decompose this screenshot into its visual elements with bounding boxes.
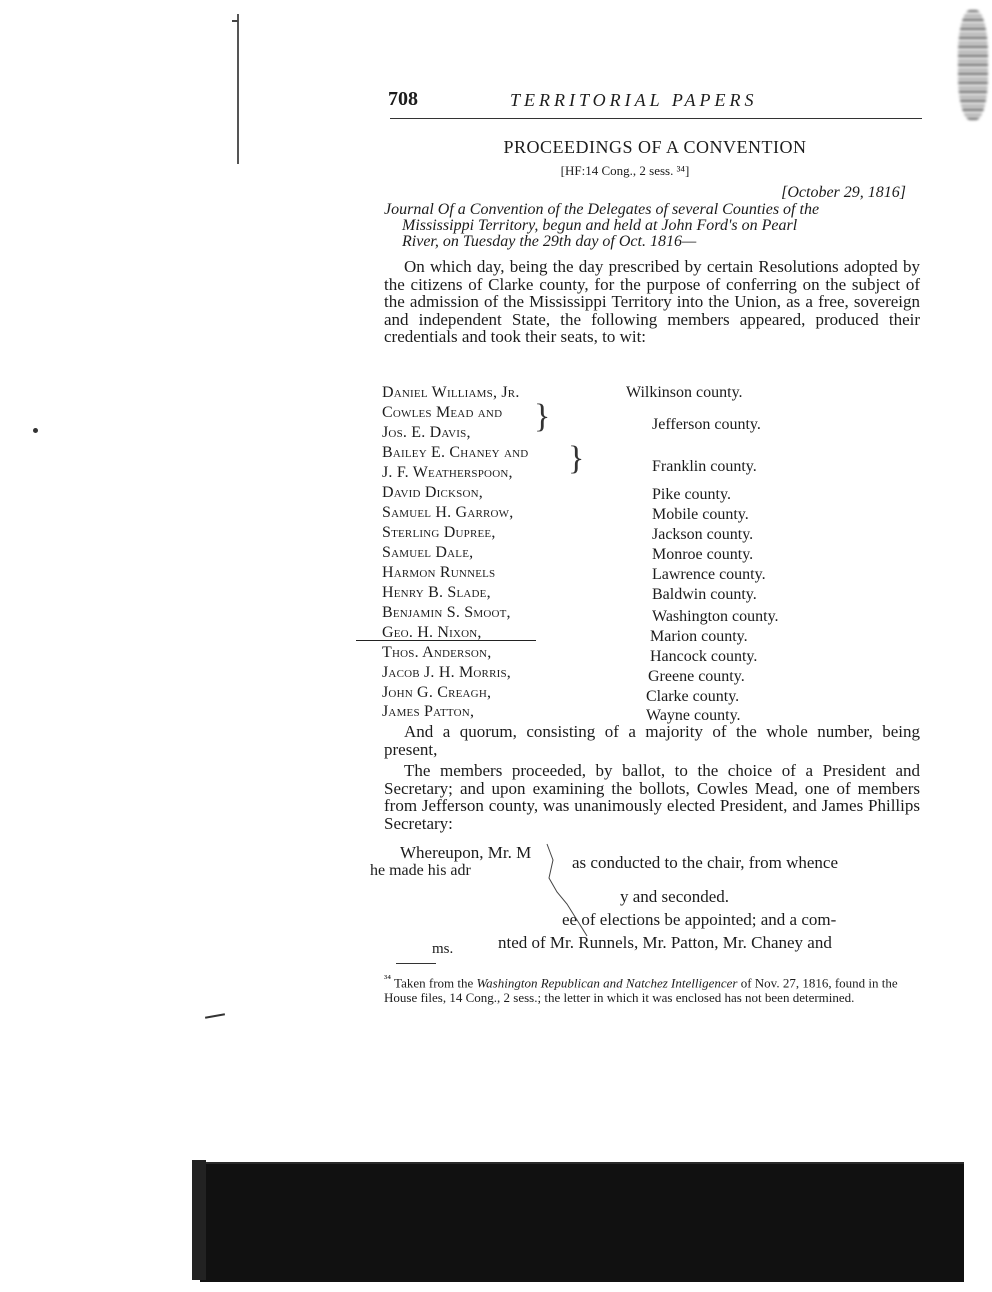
member-county: Clarke county. bbox=[646, 688, 740, 705]
quorum-paragraph: And a quorum, consisting of a majority of the whole number, being present, bbox=[384, 722, 920, 759]
text-fragment: y and seconded. bbox=[620, 887, 730, 906]
member-row bbox=[382, 384, 922, 404]
member-name: Cowles Mead and bbox=[382, 404, 503, 421]
member-row bbox=[382, 524, 922, 544]
document-date: [October 29, 1816] bbox=[781, 184, 906, 201]
member-name: Sterling Dupree, bbox=[382, 524, 496, 541]
member-name: Geo. H. Nixon, bbox=[382, 624, 482, 641]
member-row bbox=[382, 484, 922, 504]
margin-dot bbox=[33, 428, 38, 433]
handwritten-underline bbox=[356, 640, 536, 641]
source-reference: [HF:14 Cong., 2 sess. ³⁴] bbox=[560, 163, 690, 178]
ballot-paragraph: The members proceeded, by ballot, to the choice of a President and Secretary; and upon examining the bollots, Cowles Mead, one of members from Jefferson county, was unanimously elected President, and James Phillips Secretary: bbox=[384, 761, 920, 833]
journal-title-line-1: Journal Of a Convention of the Delegates of several Counties of the bbox=[384, 201, 820, 218]
member-county: Pike county. bbox=[652, 486, 731, 503]
member-row bbox=[382, 564, 922, 584]
header-rule bbox=[390, 118, 922, 119]
member-name: Jacob J. H. Morris, bbox=[382, 664, 511, 681]
member-row bbox=[382, 624, 922, 644]
opening-paragraph: On which day, being the day prescribed by certain Resolutions adopted by the citizens of Clarke county, for the purpose of conferring on the subject of the admission of the Mississippi Territory into the Union, as a free, sovereign and independent State, the following members appeared, produced their credentials and took their seats, to wit: bbox=[384, 257, 920, 347]
member-county: Wilkinson county. bbox=[626, 384, 743, 401]
section-title: PROCEEDINGS OF A CONVENTION bbox=[503, 137, 807, 157]
member-row bbox=[382, 584, 922, 604]
member-name: Daniel Williams, Jr. bbox=[382, 384, 520, 401]
footnote-rule bbox=[396, 963, 436, 964]
scan-edge-noise bbox=[958, 10, 988, 120]
member-row bbox=[382, 458, 922, 484]
member-row bbox=[382, 684, 922, 704]
member-row bbox=[382, 644, 922, 664]
member-county: Mobile county. bbox=[652, 506, 749, 523]
journal-title-line-3: River, on Tuesday the 29th day of Oct. 1816— bbox=[402, 233, 697, 250]
member-county: Lawrence county. bbox=[652, 566, 766, 583]
member-name: David Dickson, bbox=[382, 484, 483, 501]
torn-paper-edge bbox=[527, 840, 617, 950]
member-name: Bailey E. Chaney and bbox=[382, 444, 529, 461]
footnote-marker: ³⁴ bbox=[384, 973, 392, 985]
member-county: Monroe county. bbox=[652, 546, 754, 563]
member-row bbox=[382, 604, 922, 624]
bracket-mark: } bbox=[568, 440, 585, 477]
member-name: Jos. E. Davis, bbox=[382, 424, 471, 441]
member-county: Marion county. bbox=[650, 628, 748, 645]
member-county: Baldwin county. bbox=[652, 586, 757, 603]
footnote-publication: Washington Republican and Natchez Intelligencer bbox=[476, 975, 738, 991]
footnote bbox=[384, 972, 904, 1005]
member-row bbox=[382, 416, 922, 444]
member-county: Greene county. bbox=[648, 668, 745, 685]
member-row bbox=[382, 544, 922, 564]
text-fragment: nted of Mr. Runnels, Mr. Patton, Mr. Chaney and bbox=[498, 933, 832, 952]
member-row bbox=[382, 703, 922, 723]
member-name: Henry B. Slade, bbox=[382, 584, 491, 601]
member-name: Harmon Runnels bbox=[382, 564, 496, 581]
member-row bbox=[382, 664, 922, 684]
member-county: Jefferson county. bbox=[652, 416, 761, 433]
member-name: J. F. Weatherspoon, bbox=[382, 464, 513, 481]
member-row bbox=[382, 504, 922, 524]
member-name: Thos. Anderson, bbox=[382, 644, 492, 661]
margin-pen-tick bbox=[232, 20, 238, 22]
faint-bleed-through bbox=[340, 1036, 860, 1076]
member-county: Hancock county. bbox=[650, 648, 758, 665]
member-name: Samuel H. Garrow, bbox=[382, 504, 514, 521]
text-fragment: ms. bbox=[432, 941, 454, 957]
text-fragment: he made his adr bbox=[370, 862, 471, 879]
page-number: 708 bbox=[388, 88, 418, 110]
text-fragment: ee of elections be appointed; and a com- bbox=[562, 910, 837, 929]
footnote-text-a: Taken from the bbox=[394, 975, 474, 991]
text-fragment: as conducted to the chair, from whence bbox=[572, 853, 839, 872]
text-fragment: Whereupon, Mr. M bbox=[400, 843, 532, 862]
margin-pen-mark bbox=[205, 1013, 225, 1018]
member-county: Washington county. bbox=[652, 608, 779, 625]
member-county: Wayne county. bbox=[646, 707, 741, 724]
running-head: TERRITORIAL PAPERS bbox=[510, 90, 758, 110]
journal-title-line-2: Mississippi Territory, begun and held at John Ford's on Pearl bbox=[402, 217, 798, 234]
member-name: Benjamin S. Smoot, bbox=[382, 604, 511, 621]
journal-title bbox=[384, 202, 920, 250]
scan-dark-edge bbox=[200, 1162, 964, 1282]
bracket-mark: } bbox=[534, 398, 551, 435]
member-name: Samuel Dale, bbox=[382, 544, 474, 561]
margin-pen-line bbox=[237, 14, 239, 164]
member-name: John G. Creagh, bbox=[382, 684, 492, 701]
member-county: Jackson county. bbox=[652, 526, 754, 543]
member-name: James Patton, bbox=[382, 703, 475, 720]
footnote-text-b: of Nov. 27, 1816, found in the House files, 14 Cong., 2 sess.; the letter in which it was enclosed has not been determined. bbox=[384, 975, 898, 1006]
member-county: Franklin county. bbox=[652, 458, 757, 475]
